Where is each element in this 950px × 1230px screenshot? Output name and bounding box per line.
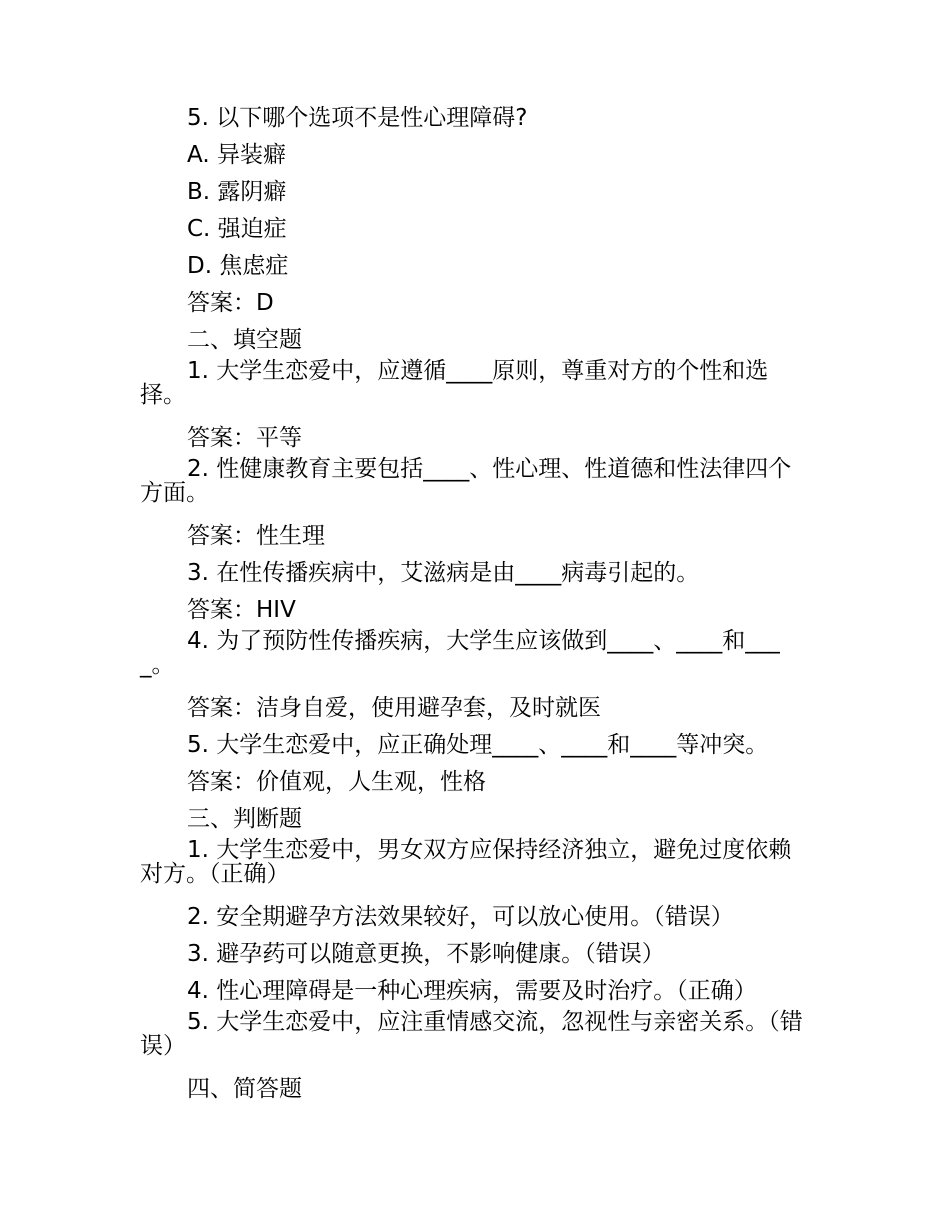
section-heading-fill-blank: 二、填空题 bbox=[187, 327, 302, 353]
document-body bbox=[140, 100, 820, 1108]
statement-tf-1: 1. 大学生恋爱中，男女双方应保持经济独立，避免过度依赖对方。（正确） bbox=[140, 837, 792, 887]
question-fill-4: 4. 为了预防性传播疾病，大学生应该做到____、____和____。 bbox=[140, 628, 780, 678]
statement-tf-3: 3. 避孕药可以随意更换，不影响健康。（错误） bbox=[187, 941, 665, 967]
answer-fill-4: 答案：洁身自爱，使用避孕套，及时就医 bbox=[187, 695, 601, 721]
statement-tf-5: 5. 大学生恋爱中，应注重情感交流，忽视性与亲密关系。（错误） bbox=[140, 1009, 803, 1059]
option-a: A. 异装癖 bbox=[187, 142, 286, 168]
answer-mc-5: 答案：D bbox=[187, 290, 274, 316]
question-fill-3: 3. 在性传播疾病中，艾滋病是由____病毒引起的。 bbox=[187, 560, 700, 586]
statement-tf-2: 2. 安全期避孕方法效果较好，可以放心使用。（错误） bbox=[187, 904, 734, 930]
option-c: C. 强迫症 bbox=[187, 216, 287, 242]
section-heading-true-false: 三、判断题 bbox=[187, 806, 302, 832]
answer-fill-3: 答案：HIV bbox=[187, 597, 296, 623]
question-mc-5: 5. 以下哪个选项不是性心理障碍? bbox=[187, 105, 528, 131]
question-fill-1: 1. 大学生恋爱中，应遵循____原则，尊重对方的个性和选择。 bbox=[140, 358, 769, 408]
option-b: B. 露阴癖 bbox=[187, 179, 287, 205]
answer-fill-2: 答案：性生理 bbox=[187, 523, 325, 549]
answer-fill-5: 答案：价值观，人生观，性格 bbox=[187, 769, 486, 795]
question-fill-5: 5. 大学生恋爱中，应正确处理____、____和____等冲突。 bbox=[187, 732, 769, 758]
question-fill-2: 2. 性健康教育主要包括____、性心理、性道德和性法律四个方面。 bbox=[140, 456, 792, 506]
answer-fill-1: 答案：平等 bbox=[187, 425, 302, 451]
statement-tf-4: 4. 性心理障碍是一种心理疾病，需要及时治疗。（正确） bbox=[187, 978, 757, 1004]
section-heading-short-answer: 四、简答题 bbox=[187, 1076, 302, 1102]
option-d: D. 焦虑症 bbox=[187, 253, 289, 279]
